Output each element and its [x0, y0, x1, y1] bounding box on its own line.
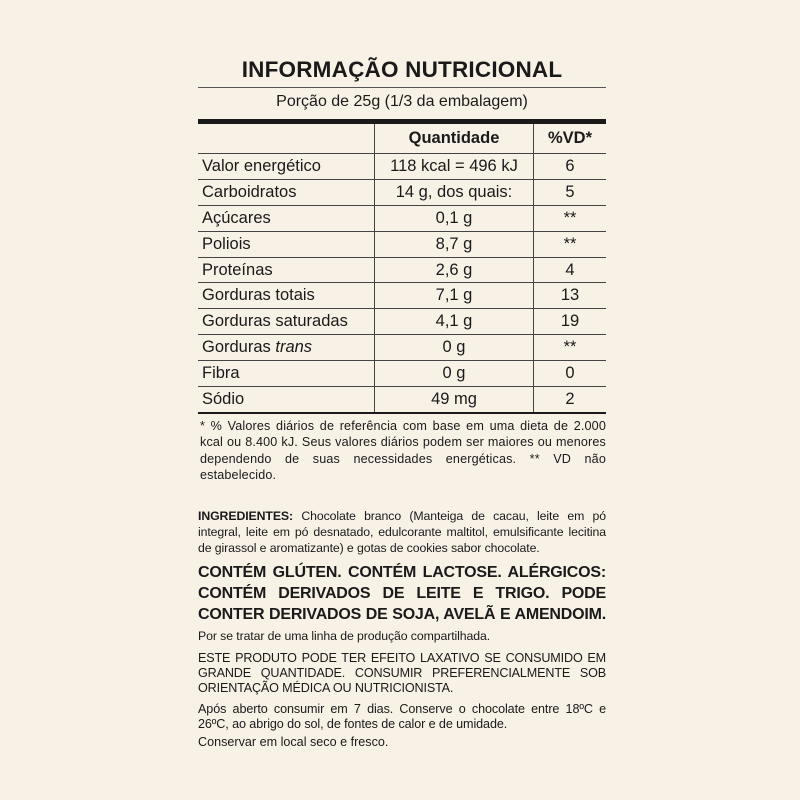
nutrient-quantity: 0 g: [375, 361, 534, 387]
table-row: [198, 154, 606, 180]
table-row: [198, 257, 606, 283]
nutrient-vd: 6: [534, 154, 607, 180]
nutrient-name-italic: trans: [275, 338, 313, 357]
header-nutrient: [198, 122, 375, 154]
nutrient-vd: **: [534, 335, 607, 361]
nutrient-vd: 13: [534, 283, 607, 309]
serving-size: Porção de 25g (1/3 da embalagem): [276, 93, 528, 110]
nutrient-name: Carboidratos: [198, 179, 375, 205]
nutrient-quantity: 8,7 g: [375, 231, 534, 257]
keep-instructions: Conservar em local seco e fresco.: [198, 734, 389, 749]
header-quantity: Quantidade: [375, 122, 534, 154]
nutrient-name: Fibra: [198, 361, 375, 387]
nutrient-vd: 5: [534, 179, 607, 205]
vd-footnote: * % Valores diários de referência com base em uma dieta de 2.000 kcal ou 8.400 kJ. Seus valores diários podem ser maiores ou menores dependendo de suas necessidades energéticas. ** VD não estabelecido.: [200, 418, 606, 483]
nutrient-name: Gorduras saturadas: [198, 309, 375, 335]
label-title: INFORMAÇÃO NUTRICIONAL: [198, 50, 606, 88]
allergen-bold-text: CONTÉM GLÚTEN. CONTÉM LACTOSE. ALÉRGICOS: CONTÉM DERIVADOS DE LEITE E TRIGO. PODE CONTER DERIVADOS DE SOJA, AVELÃ E AMENDOIM.: [198, 563, 606, 623]
header-vd: %VD*: [534, 122, 607, 154]
nutrient-vd: **: [534, 205, 607, 231]
nutrient-name: Proteínas: [198, 257, 375, 283]
nutrient-vd: **: [534, 231, 607, 257]
nutrient-quantity: 4,1 g: [375, 309, 534, 335]
nutrient-quantity: 7,1 g: [375, 283, 534, 309]
ingredients-text: Chocolate branco (Manteiga de cacau, leite em pó integral, leite em pó desnatado, edulcorante maltitol, emulsificante lecitina de girassol e aromatizante) e gotas de cookies sabor chocolate.: [198, 508, 606, 555]
nutrient-vd: 2: [534, 387, 607, 413]
table-row: [198, 335, 606, 361]
nutrient-name: Poliois: [198, 231, 375, 257]
nutrient-quantity: 49 mg: [375, 387, 534, 413]
table-row: [198, 283, 606, 309]
nutrition-table: [198, 119, 606, 414]
table-row: [198, 231, 606, 257]
table-row: [198, 309, 606, 335]
nutrient-vd: 4: [534, 257, 607, 283]
nutrient-quantity: 0,1 g: [375, 205, 534, 231]
table-header-row: [198, 122, 606, 154]
table-row: [198, 387, 606, 413]
nutrient-name: Gorduras: [202, 338, 271, 357]
nutrition-label: [198, 50, 606, 750]
table-row: [198, 205, 606, 231]
table-row: [198, 179, 606, 205]
nutrient-vd: 0: [534, 361, 607, 387]
nutrient-quantity: 14 g, dos quais:: [375, 179, 534, 205]
nutrient-quantity: 118 kcal = 496 kJ: [375, 154, 534, 180]
nutrient-name-trans: [198, 335, 375, 361]
nutrient-name: Açúcares: [198, 205, 375, 231]
ingredients-label: INGREDIENTES:: [198, 508, 294, 523]
nutrient-name: Sódio: [198, 387, 375, 413]
nutrient-quantity: 2,6 g: [375, 257, 534, 283]
nutrient-vd: 19: [534, 309, 607, 335]
allergen-warning: [198, 562, 606, 647]
table-row: [198, 361, 606, 387]
nutrient-name: Gorduras totais: [198, 283, 375, 309]
laxative-warning: ESTE PRODUTO PODE TER EFEITO LAXATIVO SE CONSUMIDO EM GRANDE QUANTIDADE. CONSUMIR PREFERENCIALMENTE SOB ORIENTAÇÃO MÉDICA OU NUTRICIONISTA.: [198, 650, 606, 695]
nutrient-name: Valor energético: [198, 154, 375, 180]
storage-instructions: Após aberto consumir em 7 dias. Conserve o chocolate entre 18ºC e 26ºC, ao abrigo do sol, de fontes de calor e de umidade.: [198, 701, 606, 731]
ingredients: [198, 508, 606, 556]
nutrient-quantity: 0 g: [375, 335, 534, 361]
allergen-note: Por se tratar de uma linha de produção compartilhada.: [198, 628, 491, 643]
